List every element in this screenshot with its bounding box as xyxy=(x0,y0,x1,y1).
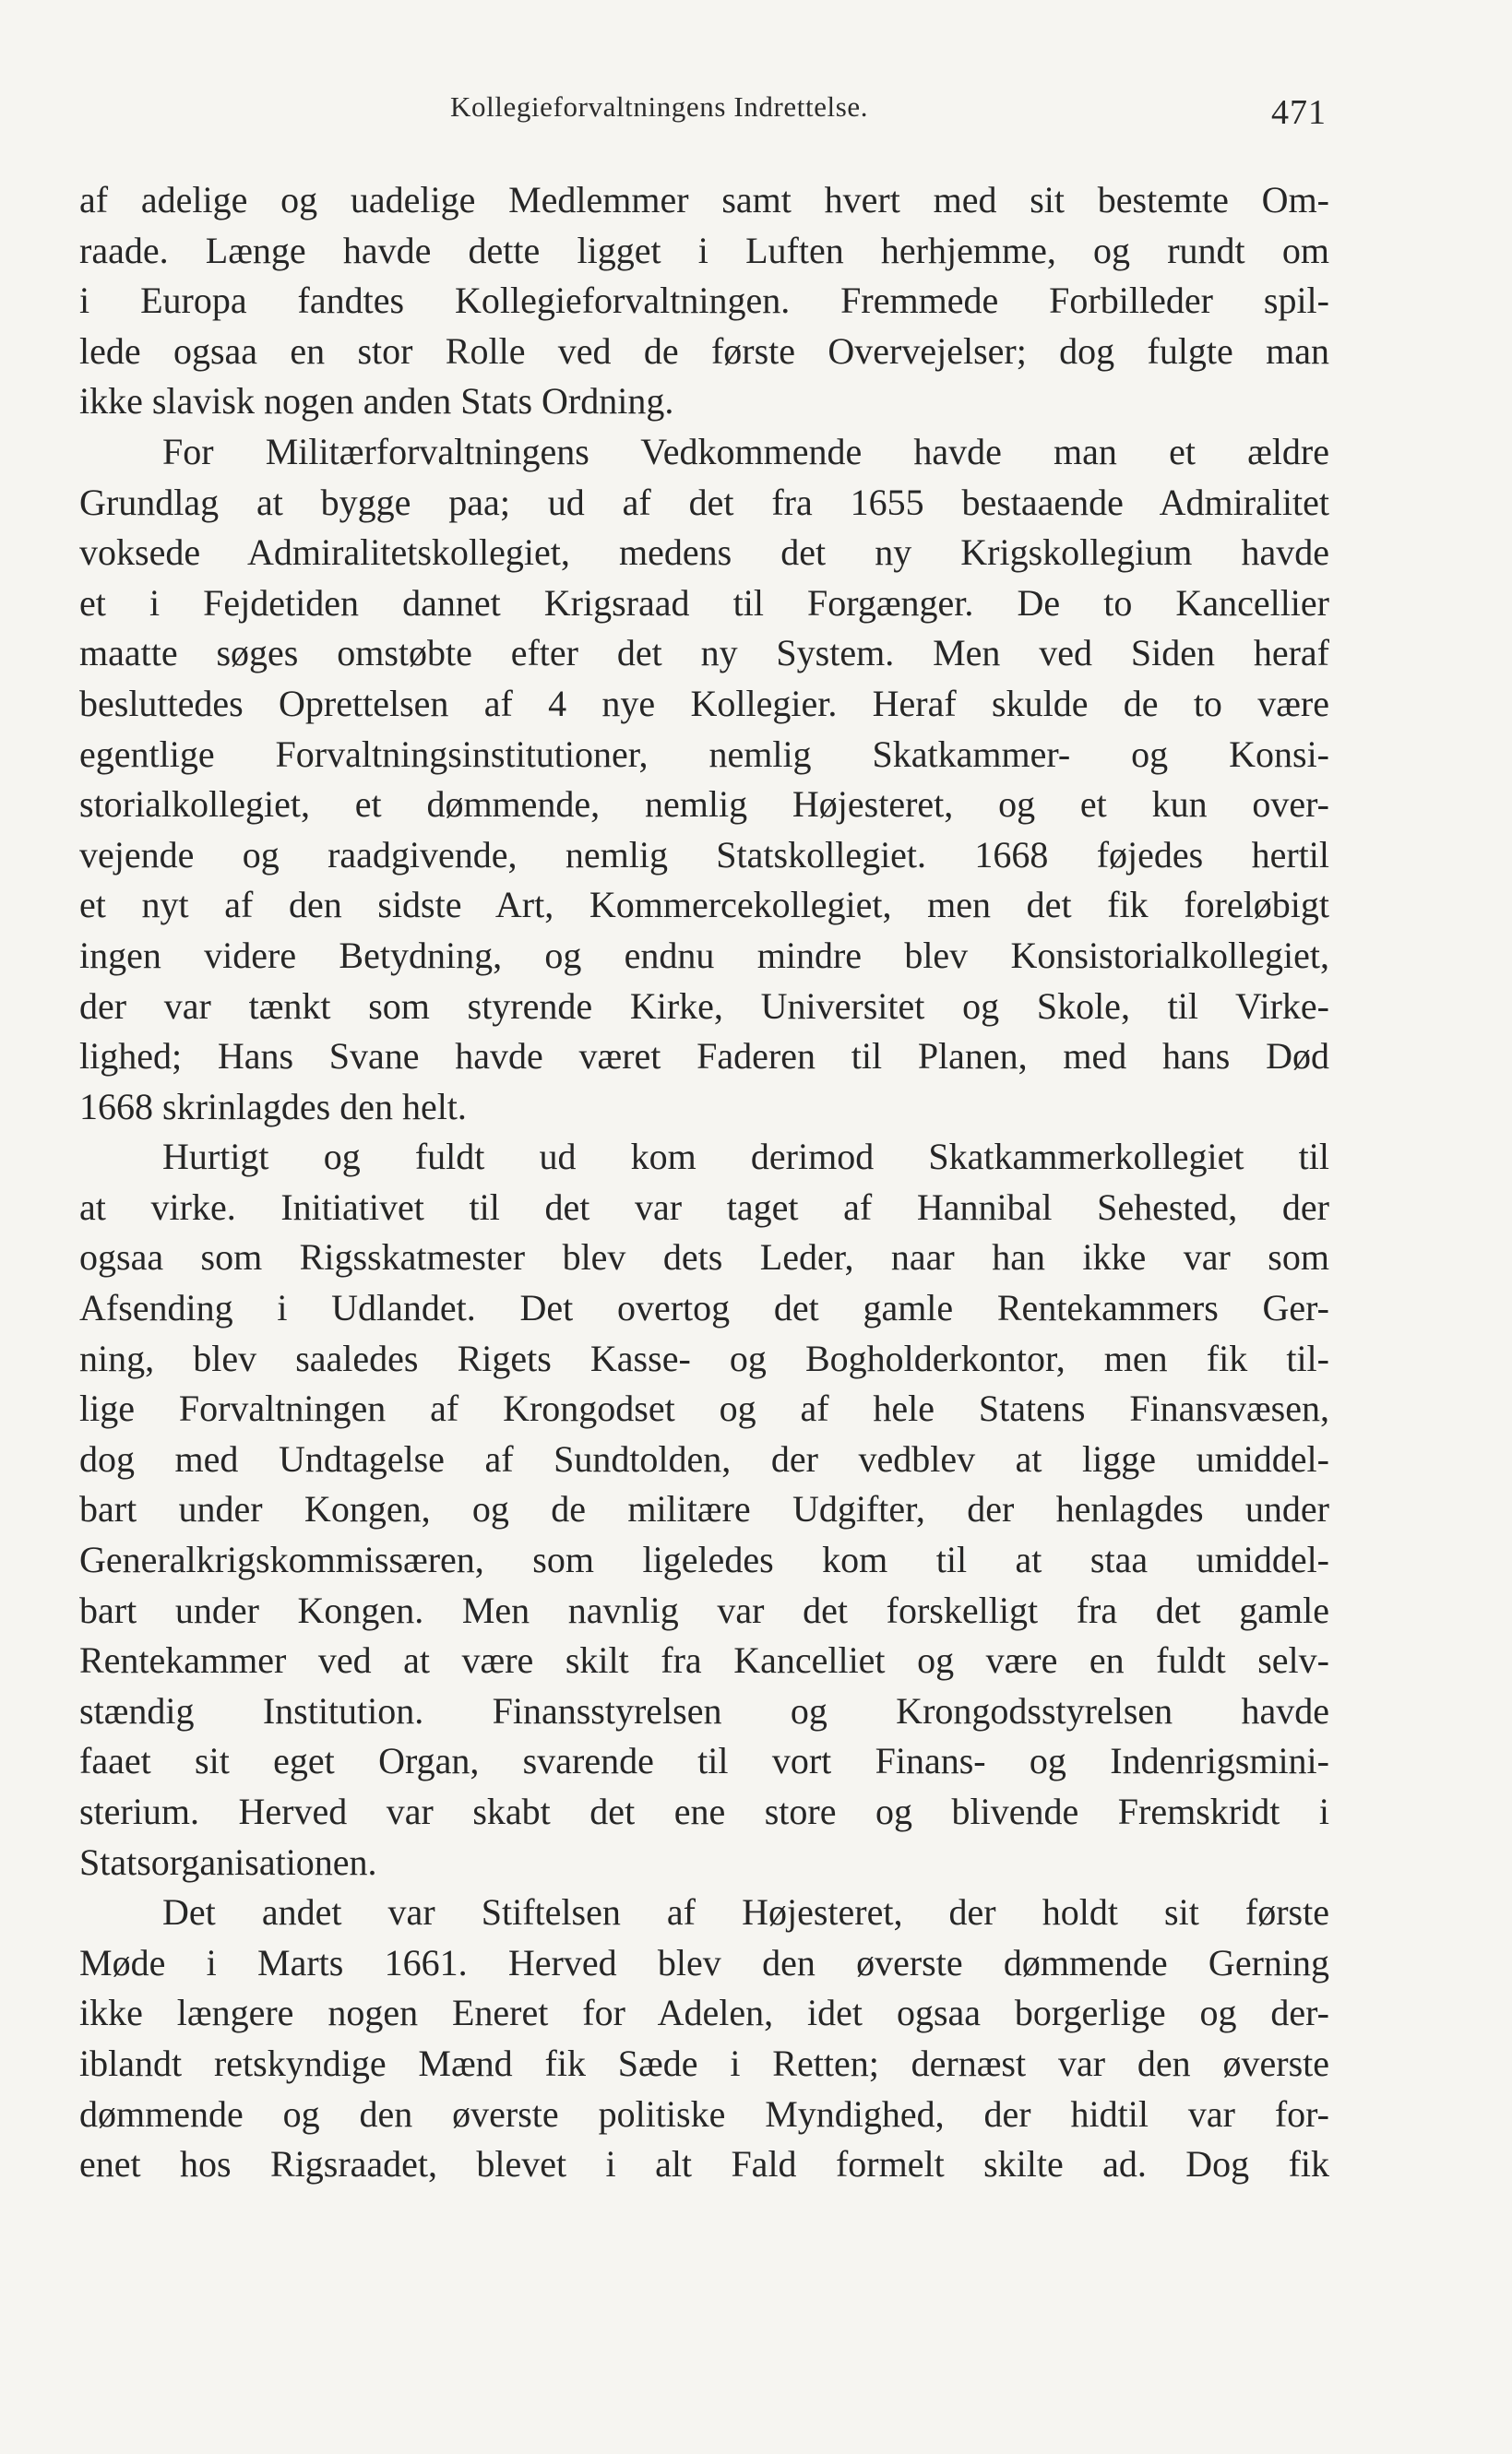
text-line: faaet sit eget Organ, svarende til vort Finans- og Indenrigsmini- xyxy=(79,1740,1329,1782)
text-line: af adelige og uadelige Medlemmer samt hvert med sit bestemte Om- xyxy=(79,179,1329,220)
text-line: et i Fejdetiden dannet Krigsraad til Forgænger. De to Kancellier xyxy=(79,581,1329,624)
text-line: enet hos Rigsraadet, blevet i alt Fald formelt skilte ad. Dog fik xyxy=(79,2143,1329,2186)
text-line: voksede Admiralitetskollegiet, medens det ny Krigskollegium havde xyxy=(79,531,1329,574)
text-line: storialkollegiet, et dømmende, nemlig Højesteret, og et kun over- xyxy=(79,783,1329,826)
text-line: ning, blev saaledes Rigets Kasse- og Bogholderkontor, men fik til- xyxy=(79,1337,1329,1379)
paragraph-2 xyxy=(79,427,1329,1132)
text-line: ikke længere nogen Eneret for Adelen, idet ogsaa borgerlige og der- xyxy=(79,1992,1329,2034)
text-line: lighed; Hans Svane havde været Faderen til Planen, med hans Død xyxy=(79,1035,1329,1078)
text-line: Grundlag at bygge paa; ud af det fra 1655 bestaaende Admiralitet xyxy=(79,481,1329,523)
text-line: at virke. Initiativet til det var taget af Hannibal Sehested, der xyxy=(79,1185,1329,1228)
text-line: ingen videre Betydning, og endnu mindre blev Konsistorialkollegiet, xyxy=(79,934,1329,976)
body-text xyxy=(79,175,1329,2190)
text-line: maatte søges omstøbte efter det ny System. Men ved Siden heraf xyxy=(79,632,1329,674)
text-line: raade. Længe havde dette ligget i Luften herhjemme, og rundt om xyxy=(79,229,1329,271)
paragraph-3 xyxy=(79,1132,1329,1888)
text-line: ogsaa som Rigsskatmester blev dets Leder, naar han ikke var som xyxy=(79,1236,1329,1279)
text-line: stændig Institution. Finansstyrelsen og Krongodsstyrelsen havde xyxy=(79,1689,1329,1732)
text-line: Hurtigt og fuldt ud kom derimod Skatkammerkollegiet til xyxy=(162,1136,1329,1178)
paragraph-4 xyxy=(79,1888,1329,2190)
text-line: Det andet var Stiftelsen af Højesteret, der holdt sit første xyxy=(162,1891,1329,1934)
page-number: 471 xyxy=(1271,93,1327,132)
text-line: i Europa fandtes Kollegieforvaltningen. Fremmede Forbilleder spil- xyxy=(79,280,1329,322)
text-line: bart under Kongen, og de militære Udgifter, der henlagdes under xyxy=(79,1488,1329,1531)
text-line: ikke slavisk nogen anden Stats Ordning. xyxy=(79,380,674,423)
text-line: 1668 skrinlagdes den helt. xyxy=(79,1085,467,1127)
text-line: iblandt retskyndige Mænd fik Sæde i Retten; dernæst var den øverste xyxy=(79,2042,1329,2084)
text-line: vejende og raadgivende, nemlig Statskollegiet. 1668 føjedes hertil xyxy=(79,833,1329,876)
text-line: lige Forvaltningen af Krongodset og af hele Statens Finansvæsen, xyxy=(79,1388,1329,1430)
text-line: lede ogsaa en stor Rolle ved de første Overvejelser; dog fulgte man xyxy=(79,329,1329,372)
text-line: Rentekammer ved at være skilt fra Kancelliet og være en fuldt selv- xyxy=(79,1639,1329,1682)
text-line: sterium. Herved var skabt det ene store og blivende Fremskridt i xyxy=(79,1791,1329,1832)
text-line: besluttedes Oprettelsen af 4 nye Kollegier. Heraf skulde de to være xyxy=(79,682,1329,724)
text-line: bart under Kongen. Men navnlig var det forskelligt fra det gamle xyxy=(79,1589,1329,1631)
text-line: Afsending i Udlandet. Det overtog det gamle Rentekammers Ger- xyxy=(79,1287,1329,1329)
text-line: dog med Undtagelse af Sundtolden, der vedblev at ligge umiddel- xyxy=(79,1437,1329,1480)
running-head: Kollegieforvaltningens Indrettelse. xyxy=(450,90,869,123)
text-line: et nyt af den sidste Art, Kommercekollegiet, men det fik foreløbigt xyxy=(79,884,1329,926)
text-line: der var tænkt som styrende Kirke, Universitet og Skole, til Virke- xyxy=(79,984,1329,1027)
text-line: For Militærforvaltningens Vedkommende havde man et ældre xyxy=(162,430,1329,472)
paragraph-1 xyxy=(79,175,1329,427)
text-line: Statsorganisationen. xyxy=(79,1840,377,1883)
text-line: dømmende og den øverste politiske Myndighed, der hidtil var for- xyxy=(79,2092,1329,2135)
text-line: egentlige Forvaltningsinstitutioner, nemlig Skatkammer- og Konsi- xyxy=(79,733,1329,775)
text-line: Møde i Marts 1661. Herved blev den øverste dømmende Gerning xyxy=(79,1941,1329,1983)
text-line: Generalkrigskommissæren, som ligeledes kom til at staa umiddel- xyxy=(79,1539,1329,1581)
